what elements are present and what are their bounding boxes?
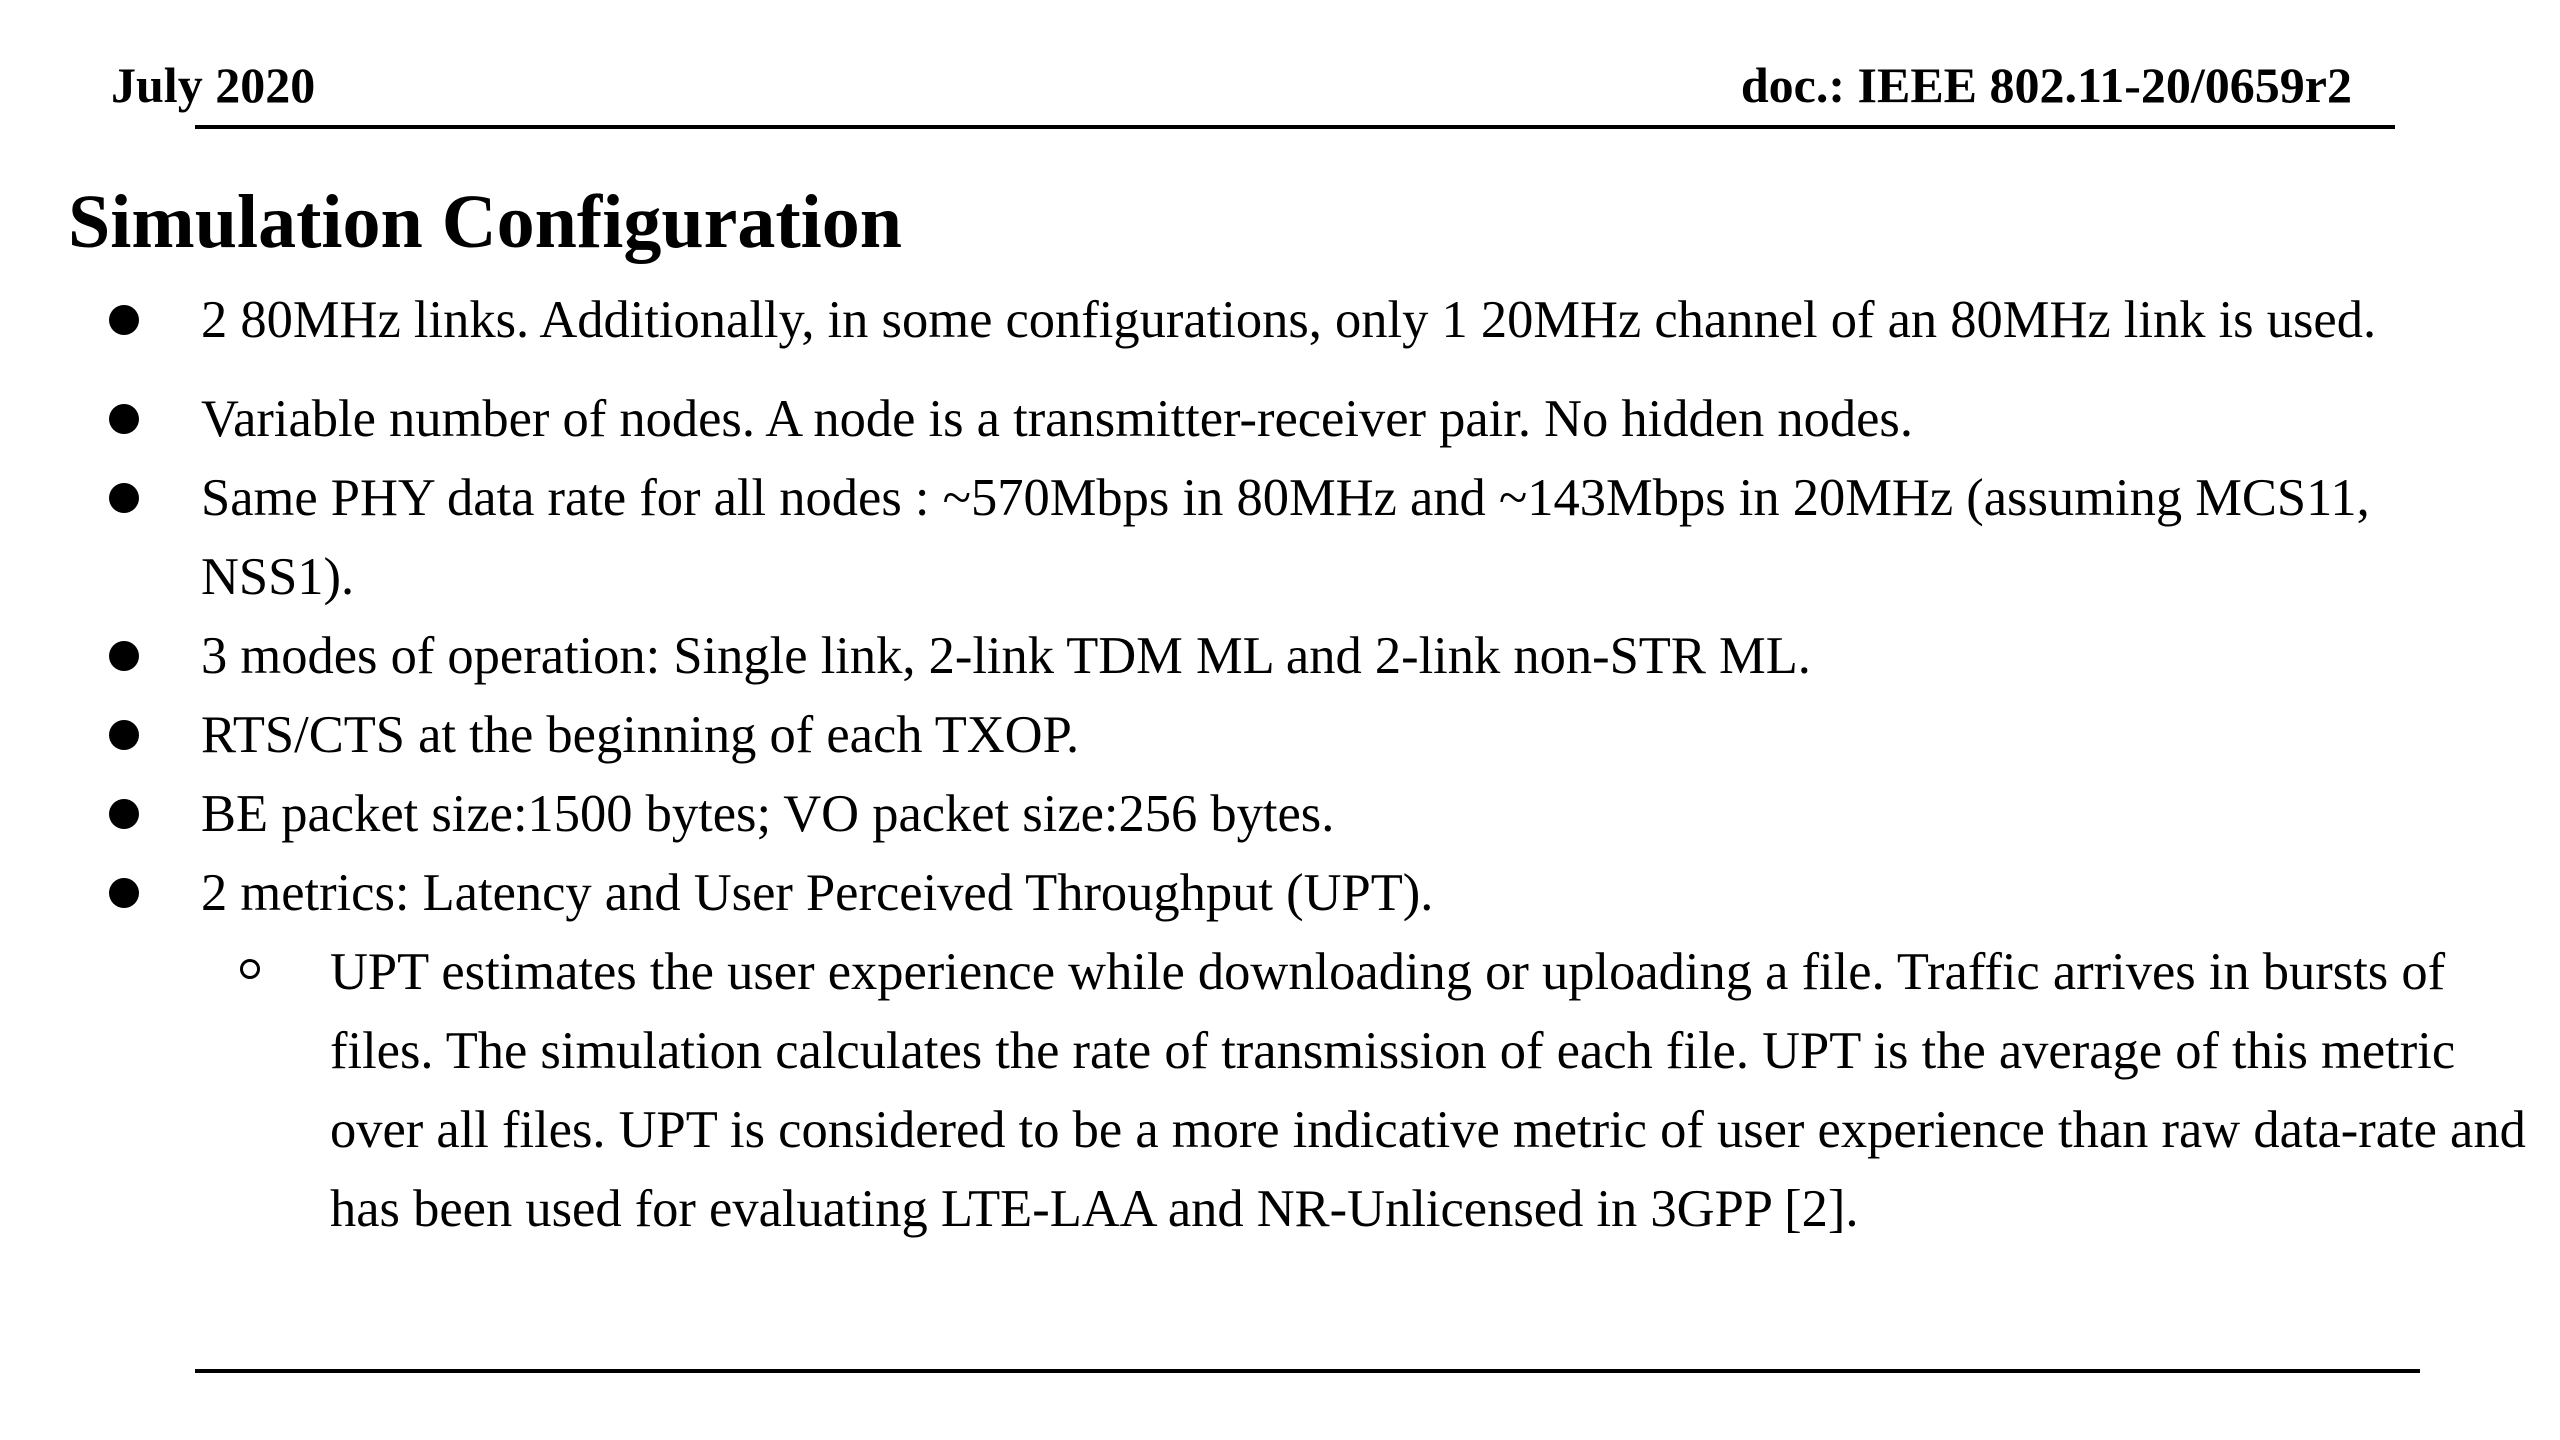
sub-bullet-group: [0, 933, 2560, 1249]
bullet-text: Variable number of nodes. A node is a transmitter-receiver pair. No hidden nodes.: [201, 390, 1913, 448]
sub-bullet-list: [0, 933, 2560, 1249]
bullet-dot-icon: [109, 878, 139, 908]
bullet-item: [0, 617, 2560, 696]
bullet-text: RTS/CTS at the beginning of each TXOP.: [201, 706, 1080, 764]
bullet-item: [0, 281, 2560, 360]
bullet-item: [0, 459, 2560, 617]
header-date: July 2020: [111, 57, 316, 113]
document-id: doc.: IEEE 802.11-20/0659r2: [1740, 57, 2352, 113]
bullet-item: [0, 854, 2560, 933]
bullet-item: [0, 380, 2560, 459]
bullet-dot-icon: [109, 641, 139, 671]
bullet-dot-icon: [109, 305, 139, 335]
bullet-text: Same PHY data rate for all nodes : ~570Mbps in 80MHz and ~143Mbps in 20MHz (assuming MCS11, NSS1).: [201, 469, 2370, 606]
page-title: Simulation Configuration: [68, 180, 903, 264]
footer-divider: [195, 1369, 2420, 1373]
bullet-text: BE packet size:1500 bytes; VO packet size:256 bytes.: [201, 785, 1335, 843]
bullet-item: [0, 696, 2560, 775]
bullet-dot-icon: [109, 404, 139, 434]
bullet-list: [0, 281, 2560, 1249]
bullet-item: [0, 775, 2560, 854]
bullet-dot-icon: [109, 720, 139, 750]
sub-bullet-item: [0, 933, 2560, 1249]
header-divider: [195, 125, 2395, 129]
bullet-dot-icon: [109, 799, 139, 829]
bullet-text: 2 80MHz links. Additionally, in some configurations, only 1 20MHz channel of an 80MHz link is used.: [201, 291, 2377, 349]
hollow-circle-icon: [240, 959, 260, 979]
bullet-text: 3 modes of operation: Single link, 2-link TDM ML and 2-link non-STR ML.: [201, 627, 1811, 685]
sub-bullet-text: UPT estimates the user experience while downloading or uploading a file. Traffic arrives in bursts of files. The simulation calculates the rate of transmission of each file. UPT is the average of this metric over all files. UPT is considered to be a more indicative metric of user experience than raw data-rate and has been used for evaluating LTE-LAA and NR-Unlicensed in 3GPP [2].: [330, 943, 2526, 1238]
bullet-text: 2 metrics: Latency and User Perceived Throughput (UPT).: [201, 864, 1434, 922]
bullet-dot-icon: [109, 483, 139, 513]
